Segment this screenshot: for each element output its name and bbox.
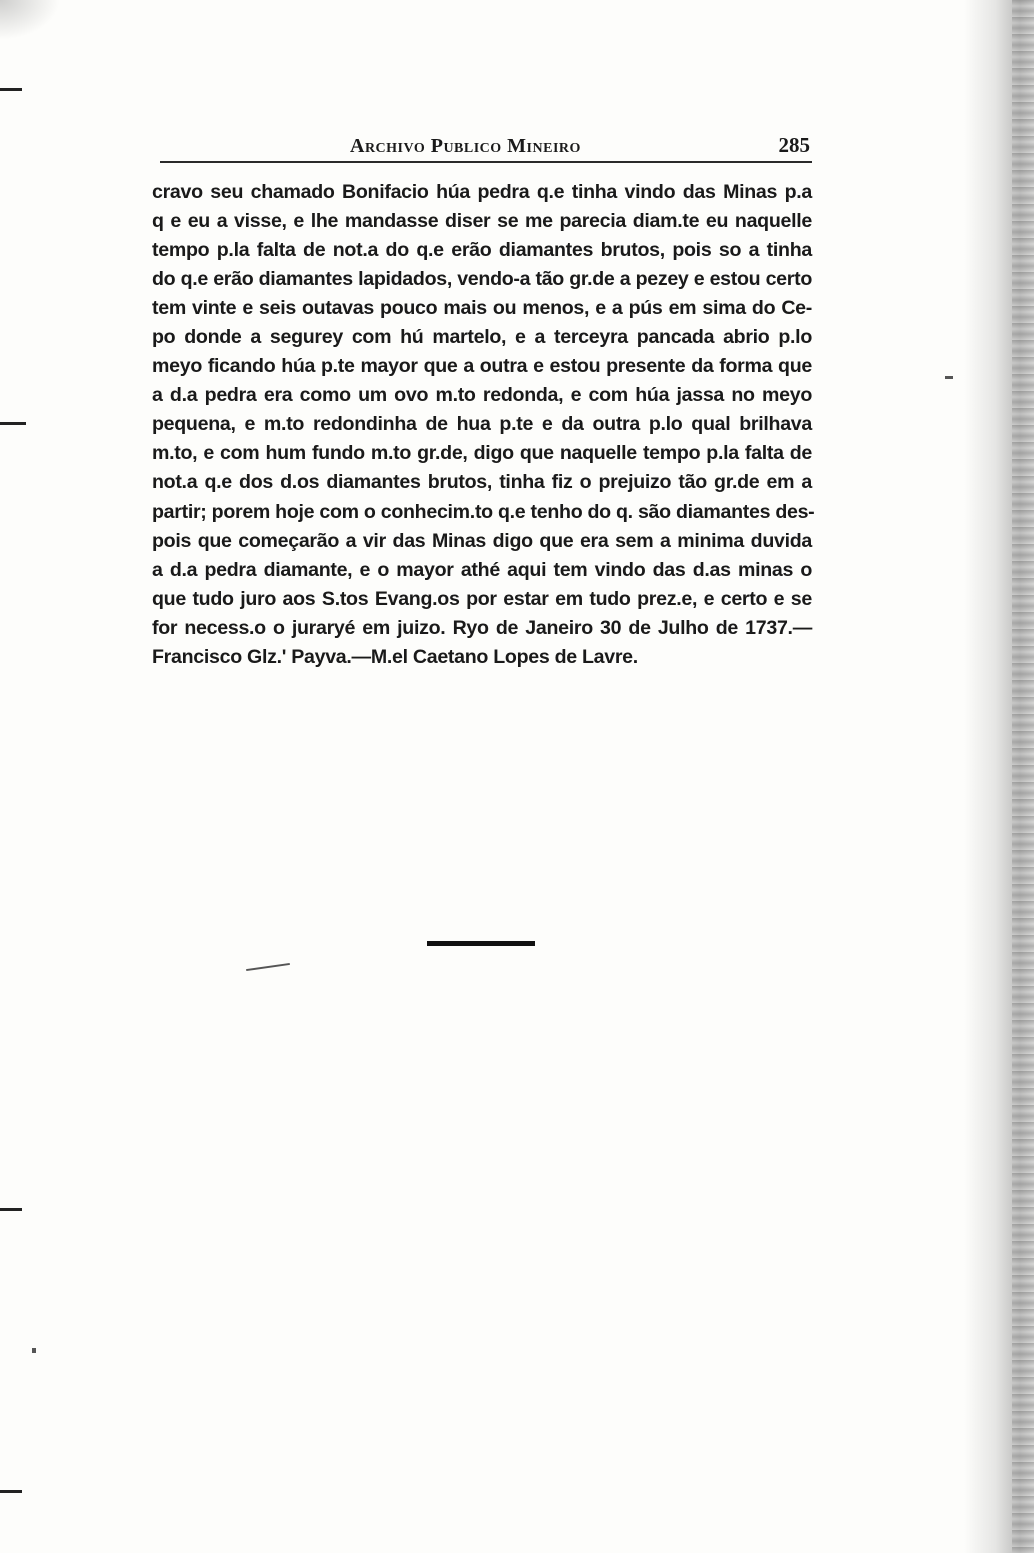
text-line: a d.a pedra era como um ovo m.to redonda, e com húa jassa no meyo bbox=[152, 384, 812, 407]
text-line: cravo seu chamado Bonifacio húa pedra q.e tinha vindo das Minas p.a bbox=[152, 181, 812, 203]
margin-mark bbox=[0, 88, 22, 91]
text-line: do q.e erão diamantes lapidados, vendo-a tão gr.de a pezey e estou certo bbox=[152, 268, 812, 291]
text-line: a d.a pedra diamante, e o mayor athé aqui tem vindo das d.as minas o bbox=[152, 558, 812, 581]
margin-mark bbox=[0, 1208, 22, 1211]
text-line: meyo ficando húa p.te mayor que a outra e estou presente da forma que bbox=[152, 355, 812, 378]
margin-mark bbox=[0, 422, 26, 425]
scan-artifact bbox=[945, 376, 953, 379]
text-line: tempo p.la falta de not.a do q.e erão diamantes brutos, pois so a tinha bbox=[152, 239, 812, 262]
text-line: Francisco Glz.' Payva.—M.el Caetano Lopes de Lavre. bbox=[152, 645, 638, 668]
text-line: m.to, e com hum fundo m.to gr.de, digo que naquelle tempo p.la falta de bbox=[152, 442, 812, 465]
scan-artifact bbox=[246, 963, 290, 971]
text-line: que tudo juro aos S.tos Evang.os por estar em tudo prez.e, e certo e se bbox=[152, 587, 812, 610]
text-line: not.a q.e dos d.os diamantes brutos, tinha fiz o prejuizo tão gr.de em a bbox=[152, 471, 812, 494]
text-line: tem vinte e seis outavas pouco mais ou menos, e a pús em sima do Ce- bbox=[152, 297, 812, 320]
end-rule bbox=[427, 941, 535, 946]
text-line: for necess.o o juraryé em juizo. Ryo de Janeiro 30 de Julho de 1737.— bbox=[152, 616, 812, 639]
page-number: 285 bbox=[778, 133, 810, 157]
page-header bbox=[160, 133, 812, 163]
margin-mark bbox=[0, 1490, 22, 1493]
running-title: Archivo Publico Mineiro bbox=[350, 135, 581, 157]
scan-corner-shadow bbox=[0, 0, 60, 40]
text-line: partir; porem hoje com o conhecim.to q.e tenho do q. são diamantes des- bbox=[152, 500, 815, 523]
text-line: po donde a segurey com hú martelo, e a terceyra pancada abrio p.lo bbox=[152, 326, 812, 349]
text-line: pequena, e m.to redondinha de hua p.te e da outra p.lo qual brilhava bbox=[152, 413, 812, 436]
text-line: q e eu a visse, e lhe mandasse diser se me parecia diam.te eu naquelle bbox=[152, 210, 812, 233]
scan-artifact bbox=[32, 1348, 36, 1353]
text-line: pois que começarão a vir das Minas digo que era sem a minima duvida bbox=[152, 529, 812, 552]
body-text bbox=[152, 178, 815, 672]
scan-edge-texture bbox=[1012, 0, 1034, 1553]
header-rule bbox=[160, 161, 812, 163]
